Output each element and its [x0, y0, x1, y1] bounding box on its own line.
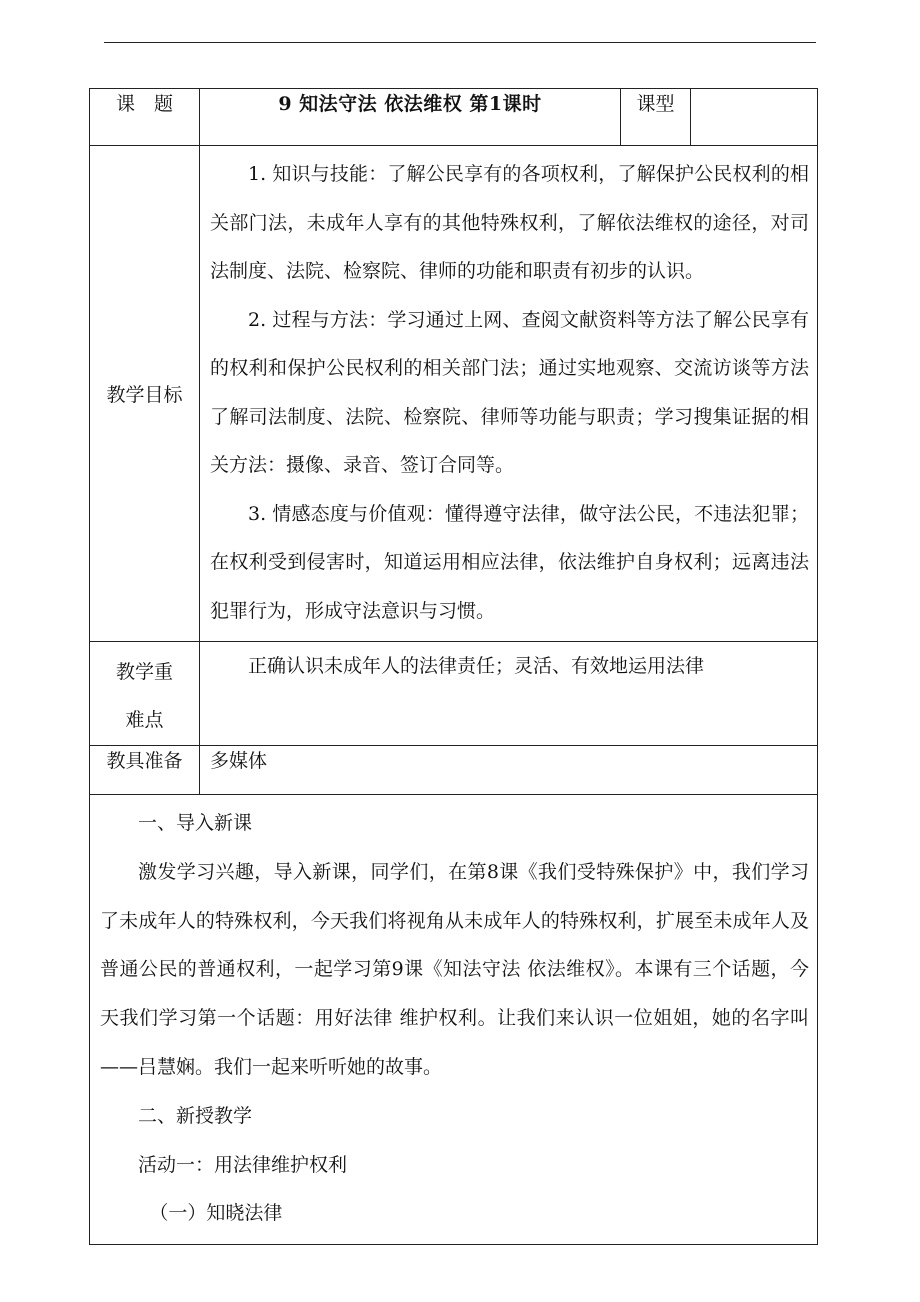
tools-content: 多媒体: [200, 746, 818, 795]
header-rule: [104, 42, 816, 43]
title-row: [90, 89, 818, 146]
lesson-plan-table: [89, 88, 818, 1245]
objectives-row: [90, 146, 818, 642]
section1-title: 一、导入新课: [138, 812, 253, 834]
type-value: [691, 89, 818, 146]
topic-label: 课 题: [90, 89, 200, 146]
type-label: 课型: [621, 89, 691, 146]
objectives-content: [200, 146, 818, 642]
process-row: [90, 795, 818, 1245]
key-difficult-label-line1: 教学重: [115, 661, 173, 683]
objective-knowledge: 1. 知识与技能：了解公民享有的各项权利，了解保护公民权利的相关部门法，未成年人享有的其他特殊权利，了解依法维权的途径，对司法制度、法院、检察院、律师的功能和职责有初步的认识。: [210, 163, 809, 282]
activity1-title: 活动一：用法律维护权利: [138, 1153, 348, 1176]
section2-title: 二、新授教学: [138, 1104, 253, 1127]
objective-process: 2. 过程与方法：学习通过上网、查阅文献资料等方法了解公民享有的权利和保护公民权利的相关部门法；通过实地观察、交流访谈等方法了解司法制度、法院、检察院、律师等功能与职责；学习搜集证据的相关方法：摄像、录音、签订合同等。: [210, 308, 809, 476]
sub1-title: （一）知晓法律: [149, 1202, 283, 1225]
objective-attitude: 3. 情感态度与价值观：懂得遵守法律，做守法公民，不违法犯罪；在权利受到侵害时，知道运用相应法律，依法维护自身权利；远离违法犯罪行为，形成守法意识与习惯。: [210, 502, 809, 622]
section1-text: 激发学习兴趣，导入新课，同学们，在第8课《我们受特殊保护》中，我们学习了未成年人的特殊权利，今天我们将视角从未成年人的特殊权利，扩展至未成年人及普通公民的普通权利，一起学习第9课《知法守法 依法维权》。本课有三个话题，今天我们学习第一个话题：用好法律 维护权利。让我们来认识一位姐姐，她的名字叫——吕慧娴。我们一起来听听她的故事。: [100, 860, 809, 1078]
tools-row: [90, 746, 818, 795]
tools-label: 教具准备: [90, 746, 200, 795]
key-difficult-label: [90, 642, 200, 746]
key-difficult-label-line2: 难点: [125, 709, 164, 731]
objectives-label: 教学目标: [90, 146, 200, 642]
key-difficult-row: [90, 642, 818, 746]
key-difficult-content: 正确认识未成年人的法律责任；灵活、有效地运用法律: [200, 642, 818, 746]
lesson-title: 9 知法守法 依法维权 第1课时: [200, 89, 621, 146]
process-content: [90, 795, 818, 1245]
